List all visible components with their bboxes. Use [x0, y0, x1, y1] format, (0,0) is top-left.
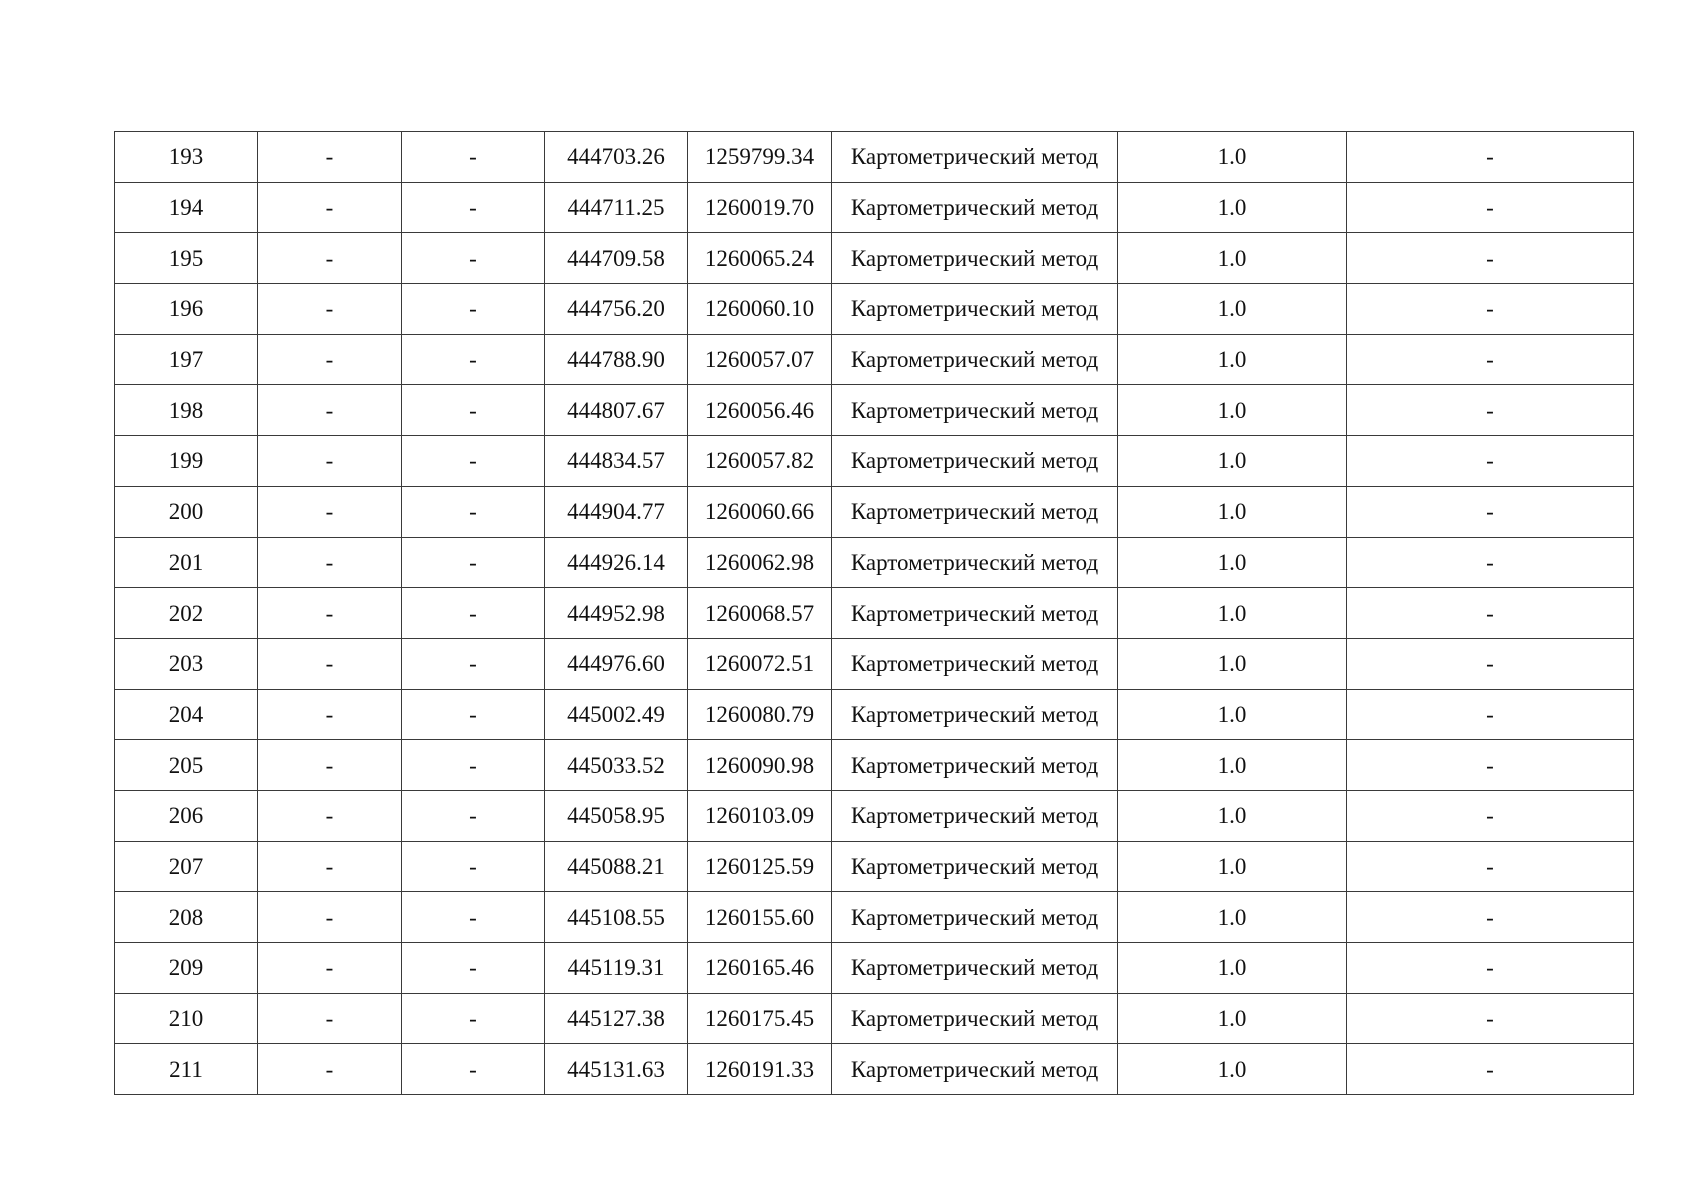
empty-cell-2: - — [402, 284, 545, 335]
empty-cell-1: - — [258, 385, 402, 436]
table-row — [115, 689, 1634, 740]
y-coordinate-cell: 1260056.46 — [688, 385, 832, 436]
note-cell: - — [1347, 993, 1634, 1044]
note-cell: - — [1347, 436, 1634, 487]
point-number-cell: 199 — [115, 436, 258, 487]
accuracy-cell: 1.0 — [1118, 334, 1347, 385]
accuracy-cell: 1.0 — [1118, 892, 1347, 943]
table-row — [115, 233, 1634, 284]
y-coordinate-cell: 1260080.79 — [688, 689, 832, 740]
y-coordinate-cell: 1260065.24 — [688, 233, 832, 284]
empty-cell-2: - — [402, 993, 545, 1044]
x-coordinate-cell: 445088.21 — [545, 841, 688, 892]
x-coordinate-cell: 444904.77 — [545, 486, 688, 537]
empty-cell-2: - — [402, 790, 545, 841]
empty-cell-1: - — [258, 486, 402, 537]
empty-cell-2: - — [402, 233, 545, 284]
point-number-cell: 205 — [115, 740, 258, 791]
note-cell: - — [1347, 740, 1634, 791]
accuracy-cell: 1.0 — [1118, 284, 1347, 335]
x-coordinate-cell: 444834.57 — [545, 436, 688, 487]
empty-cell-1: - — [258, 638, 402, 689]
point-number-cell: 200 — [115, 486, 258, 537]
point-number-cell: 197 — [115, 334, 258, 385]
x-coordinate-cell: 444756.20 — [545, 284, 688, 335]
empty-cell-1: - — [258, 892, 402, 943]
y-coordinate-cell: 1260165.46 — [688, 943, 832, 994]
point-number-cell: 193 — [115, 132, 258, 183]
method-cell: Картометрический метод — [832, 740, 1118, 791]
note-cell: - — [1347, 132, 1634, 183]
method-cell: Картометрический метод — [832, 132, 1118, 183]
method-cell: Картометрический метод — [832, 943, 1118, 994]
empty-cell-2: - — [402, 638, 545, 689]
point-number-cell: 198 — [115, 385, 258, 436]
y-coordinate-cell: 1260057.82 — [688, 436, 832, 487]
note-cell: - — [1347, 284, 1634, 335]
x-coordinate-cell: 445058.95 — [545, 790, 688, 841]
y-coordinate-cell: 1260155.60 — [688, 892, 832, 943]
y-coordinate-cell: 1260062.98 — [688, 537, 832, 588]
table-row — [115, 132, 1634, 183]
x-coordinate-cell: 445108.55 — [545, 892, 688, 943]
table-row — [115, 943, 1634, 994]
empty-cell-2: - — [402, 436, 545, 487]
empty-cell-2: - — [402, 1044, 545, 1095]
accuracy-cell: 1.0 — [1118, 132, 1347, 183]
table-row — [115, 588, 1634, 639]
method-cell: Картометрический метод — [832, 233, 1118, 284]
y-coordinate-cell: 1260072.51 — [688, 638, 832, 689]
accuracy-cell: 1.0 — [1118, 943, 1347, 994]
note-cell: - — [1347, 943, 1634, 994]
coordinates-table — [114, 131, 1634, 1095]
table-row — [115, 1044, 1634, 1095]
note-cell: - — [1347, 588, 1634, 639]
accuracy-cell: 1.0 — [1118, 1044, 1347, 1095]
table-row — [115, 385, 1634, 436]
empty-cell-1: - — [258, 790, 402, 841]
note-cell: - — [1347, 486, 1634, 537]
method-cell: Картометрический метод — [832, 182, 1118, 233]
table-row — [115, 993, 1634, 1044]
accuracy-cell: 1.0 — [1118, 588, 1347, 639]
method-cell: Картометрический метод — [832, 537, 1118, 588]
accuracy-cell: 1.0 — [1118, 486, 1347, 537]
table-row — [115, 790, 1634, 841]
y-coordinate-cell: 1260068.57 — [688, 588, 832, 639]
x-coordinate-cell: 445131.63 — [545, 1044, 688, 1095]
empty-cell-2: - — [402, 892, 545, 943]
table-row — [115, 841, 1634, 892]
note-cell: - — [1347, 182, 1634, 233]
accuracy-cell: 1.0 — [1118, 790, 1347, 841]
x-coordinate-cell: 444952.98 — [545, 588, 688, 639]
point-number-cell: 194 — [115, 182, 258, 233]
method-cell: Картометрический метод — [832, 385, 1118, 436]
empty-cell-1: - — [258, 436, 402, 487]
empty-cell-1: - — [258, 588, 402, 639]
x-coordinate-cell: 445033.52 — [545, 740, 688, 791]
table-row — [115, 486, 1634, 537]
y-coordinate-cell: 1260090.98 — [688, 740, 832, 791]
point-number-cell: 206 — [115, 790, 258, 841]
empty-cell-1: - — [258, 1044, 402, 1095]
accuracy-cell: 1.0 — [1118, 182, 1347, 233]
empty-cell-2: - — [402, 588, 545, 639]
method-cell: Картометрический метод — [832, 790, 1118, 841]
accuracy-cell: 1.0 — [1118, 436, 1347, 487]
empty-cell-2: - — [402, 385, 545, 436]
point-number-cell: 196 — [115, 284, 258, 335]
point-number-cell: 207 — [115, 841, 258, 892]
method-cell: Картометрический метод — [832, 588, 1118, 639]
note-cell: - — [1347, 638, 1634, 689]
empty-cell-2: - — [402, 334, 545, 385]
accuracy-cell: 1.0 — [1118, 841, 1347, 892]
accuracy-cell: 1.0 — [1118, 689, 1347, 740]
note-cell: - — [1347, 689, 1634, 740]
point-number-cell: 201 — [115, 537, 258, 588]
accuracy-cell: 1.0 — [1118, 537, 1347, 588]
empty-cell-2: - — [402, 537, 545, 588]
table-row — [115, 537, 1634, 588]
x-coordinate-cell: 444976.60 — [545, 638, 688, 689]
method-cell: Картометрический метод — [832, 436, 1118, 487]
empty-cell-1: - — [258, 841, 402, 892]
method-cell: Картометрический метод — [832, 892, 1118, 943]
y-coordinate-cell: 1260060.66 — [688, 486, 832, 537]
empty-cell-1: - — [258, 132, 402, 183]
x-coordinate-cell: 445127.38 — [545, 993, 688, 1044]
method-cell: Картометрический метод — [832, 486, 1118, 537]
y-coordinate-cell: 1260125.59 — [688, 841, 832, 892]
x-coordinate-cell: 444807.67 — [545, 385, 688, 436]
point-number-cell: 202 — [115, 588, 258, 639]
table-row — [115, 334, 1634, 385]
accuracy-cell: 1.0 — [1118, 638, 1347, 689]
note-cell: - — [1347, 841, 1634, 892]
note-cell: - — [1347, 537, 1634, 588]
note-cell: - — [1347, 790, 1634, 841]
empty-cell-1: - — [258, 943, 402, 994]
empty-cell-2: - — [402, 841, 545, 892]
empty-cell-2: - — [402, 486, 545, 537]
y-coordinate-cell: 1260057.07 — [688, 334, 832, 385]
x-coordinate-cell: 444711.25 — [545, 182, 688, 233]
point-number-cell: 210 — [115, 993, 258, 1044]
empty-cell-1: - — [258, 334, 402, 385]
empty-cell-1: - — [258, 284, 402, 335]
table-row — [115, 436, 1634, 487]
y-coordinate-cell: 1260191.33 — [688, 1044, 832, 1095]
method-cell: Картометрический метод — [832, 284, 1118, 335]
note-cell: - — [1347, 1044, 1634, 1095]
x-coordinate-cell: 444926.14 — [545, 537, 688, 588]
point-number-cell: 211 — [115, 1044, 258, 1095]
empty-cell-2: - — [402, 182, 545, 233]
empty-cell-2: - — [402, 132, 545, 183]
accuracy-cell: 1.0 — [1118, 740, 1347, 791]
empty-cell-1: - — [258, 537, 402, 588]
table-body — [115, 132, 1634, 1095]
point-number-cell: 208 — [115, 892, 258, 943]
accuracy-cell: 1.0 — [1118, 993, 1347, 1044]
table-row — [115, 182, 1634, 233]
method-cell: Картометрический метод — [832, 689, 1118, 740]
empty-cell-1: - — [258, 689, 402, 740]
y-coordinate-cell: 1260060.10 — [688, 284, 832, 335]
point-number-cell: 209 — [115, 943, 258, 994]
accuracy-cell: 1.0 — [1118, 385, 1347, 436]
method-cell: Картометрический метод — [832, 841, 1118, 892]
empty-cell-2: - — [402, 689, 545, 740]
x-coordinate-cell: 444709.58 — [545, 233, 688, 284]
note-cell: - — [1347, 233, 1634, 284]
y-coordinate-cell: 1260019.70 — [688, 182, 832, 233]
empty-cell-1: - — [258, 182, 402, 233]
note-cell: - — [1347, 892, 1634, 943]
note-cell: - — [1347, 334, 1634, 385]
method-cell: Картометрический метод — [832, 1044, 1118, 1095]
y-coordinate-cell: 1260175.45 — [688, 993, 832, 1044]
method-cell: Картометрический метод — [832, 638, 1118, 689]
x-coordinate-cell: 444703.26 — [545, 132, 688, 183]
x-coordinate-cell: 445119.31 — [545, 943, 688, 994]
table-row — [115, 638, 1634, 689]
accuracy-cell: 1.0 — [1118, 233, 1347, 284]
point-number-cell: 195 — [115, 233, 258, 284]
method-cell: Картометрический метод — [832, 334, 1118, 385]
x-coordinate-cell: 444788.90 — [545, 334, 688, 385]
table-row — [115, 892, 1634, 943]
point-number-cell: 203 — [115, 638, 258, 689]
empty-cell-2: - — [402, 740, 545, 791]
y-coordinate-cell: 1260103.09 — [688, 790, 832, 841]
table-row — [115, 740, 1634, 791]
x-coordinate-cell: 445002.49 — [545, 689, 688, 740]
empty-cell-1: - — [258, 740, 402, 791]
method-cell: Картометрический метод — [832, 993, 1118, 1044]
table-row — [115, 284, 1634, 335]
empty-cell-1: - — [258, 233, 402, 284]
point-number-cell: 204 — [115, 689, 258, 740]
note-cell: - — [1347, 385, 1634, 436]
y-coordinate-cell: 1259799.34 — [688, 132, 832, 183]
empty-cell-2: - — [402, 943, 545, 994]
empty-cell-1: - — [258, 993, 402, 1044]
